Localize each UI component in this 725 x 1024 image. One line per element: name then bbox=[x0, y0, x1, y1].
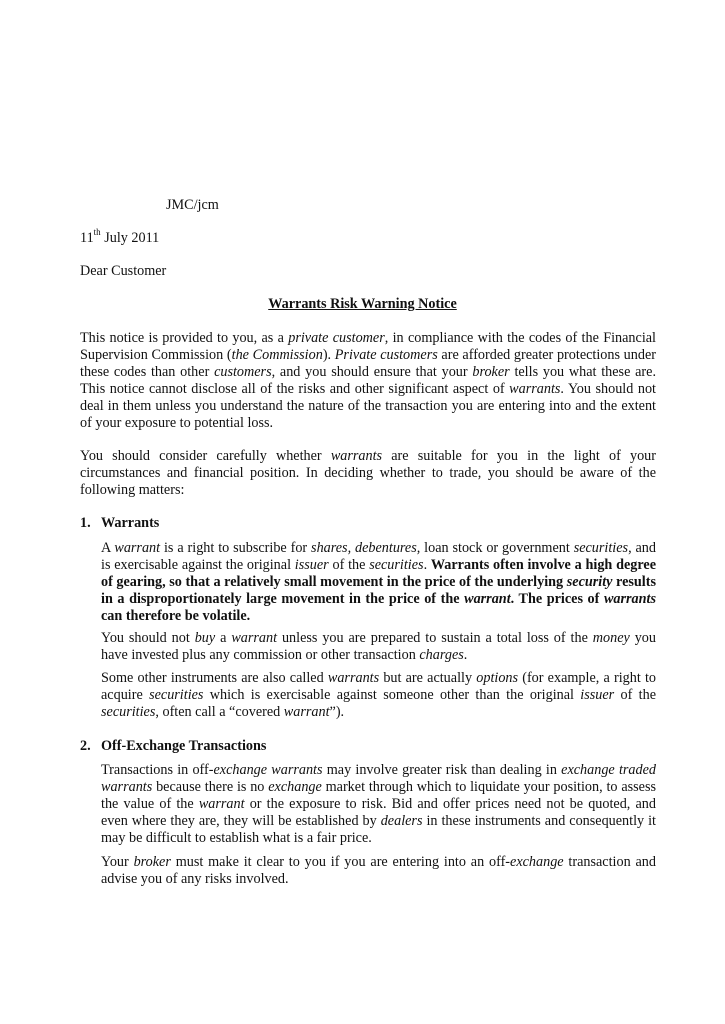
letter-date bbox=[80, 227, 160, 247]
section-paragraph: A warrant is a right to subscribe for shares, debentures, loan stock or government securities, and is exercisable against the original issuer of the securities. Warrants often involve a high degree of gearing, so that a relatively small movement in the price of the underlying security results in a disproportionately large movement in the price of the warrant. The prices of warrants can therefore be volatile. bbox=[101, 540, 656, 624]
date-suffix: th bbox=[93, 227, 101, 238]
section-heading bbox=[80, 738, 266, 755]
section-paragraph: You should not buy a warrant unless you are prepared to sustain a total loss of the money you have invested plus any commission or other transaction charges. bbox=[101, 630, 656, 663]
date-day: 11 bbox=[80, 230, 94, 246]
date-month-year: July 2011 bbox=[100, 230, 160, 246]
section-paragraph: Your broker must make it clear to you if you are entering into an off-exchange transaction and advise you of any risks involved. bbox=[101, 854, 656, 887]
document-title: Warrants Risk Warning Notice bbox=[268, 296, 457, 312]
section-number: 1. bbox=[80, 515, 91, 531]
section-title: Warrants bbox=[101, 515, 160, 531]
intro-paragraph: This notice is provided to you, as a private customer, in compliance with the codes of the Financial Supervision Commission (the Commission). Private customers are afforded greater protections under these codes than other customers, and you should ensure that your broker tells you what these are. This notice cannot disclose all of the risks and other significant aspect of warrants. You should not deal in them unless you understand the nature of the transaction you are entering into and the extent of your exposure to potential loss. bbox=[80, 330, 656, 431]
section-heading bbox=[80, 515, 159, 532]
section-paragraph: Transactions in off-exchange warrants may involve greater risk than dealing in exchange traded warrants because there is no exchange market through which to liquidate your position, to assess the value of the warrant or the exposure to risk. Bid and offer prices need not be quoted, and even where they are, they will be established by dealers in these instruments and consequently it may be difficult to establish what is a fair price. bbox=[101, 762, 656, 846]
intro-paragraph: You should consider carefully whether warrants are suitable for you in the light of your circumstances and financial position. In deciding whether to trade, you should be aware of the following matters: bbox=[80, 448, 656, 498]
reference-code: JMC/jcm bbox=[166, 197, 219, 213]
section-paragraph: Some other instruments are also called warrants but are actually options (for example, a right to acquire securities which is exercisable against someone other than the original issuer of the securities, often call a “covered warrant”). bbox=[101, 670, 657, 720]
section-title: Off-Exchange Transactions bbox=[101, 738, 267, 754]
section-number: 2. bbox=[80, 738, 91, 754]
salutation: Dear Customer bbox=[80, 263, 167, 279]
